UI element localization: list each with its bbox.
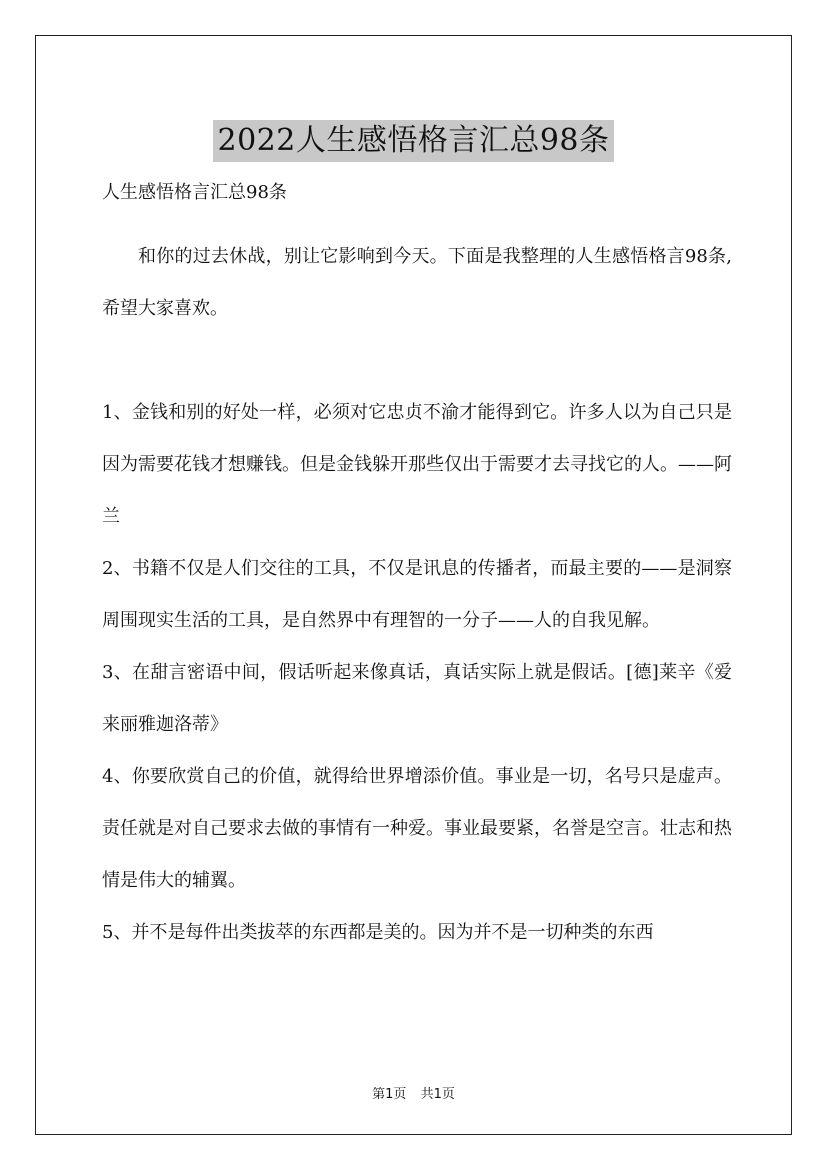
document-subtitle: 人生感悟格言汇总98条 [102, 182, 287, 203]
paragraph-gap [102, 335, 732, 387]
document-body [102, 175, 732, 959]
title-wrap [0, 100, 827, 182]
document-title: 2022人生感悟格言汇总98条 [213, 120, 613, 162]
quote-item-3: 3、在甜言密语中间，假话听起来像真话，真话实际上就是假话。[德]莱辛《爱来丽雅迦洛蒂》 [102, 662, 732, 735]
quote-item-1: 1、金钱和别的好处一样，必须对它忠贞不渝才能得到它。许多人以为自己只是因为需要花钱才想赚钱。但是金钱躲开那些仅出于需要才去寻找它的人。——阿兰 [102, 402, 732, 527]
quote-item-5: 5、并不是每件出类拔萃的东西都是美的。因为并不是一切种类的东西 [102, 922, 654, 943]
intro-paragraph: 和你的过去休战，别让它影响到今天。下面是我整理的人生感悟格言98条,希望大家喜欢。 [102, 246, 732, 319]
page-total: 共1页 [420, 1087, 455, 1102]
quote-item-4: 4、你要欣赏自己的价值，就得给世界增添价值。事业是一切，名号只是虚声。责任就是对自己要求去做的事情有一种爱。事业最要紧，名誉是空言。壮志和热情是伟大的辅翼。 [102, 766, 732, 891]
quote-item-2: 2、书籍不仅是人们交往的工具，不仅是讯息的传播者，而最主要的——是洞察周围现实生活的工具，是自然界中有理智的一分子——人的自我见解。 [102, 558, 732, 631]
page-number: 第1页 [372, 1087, 407, 1102]
page-footer [0, 1083, 827, 1102]
